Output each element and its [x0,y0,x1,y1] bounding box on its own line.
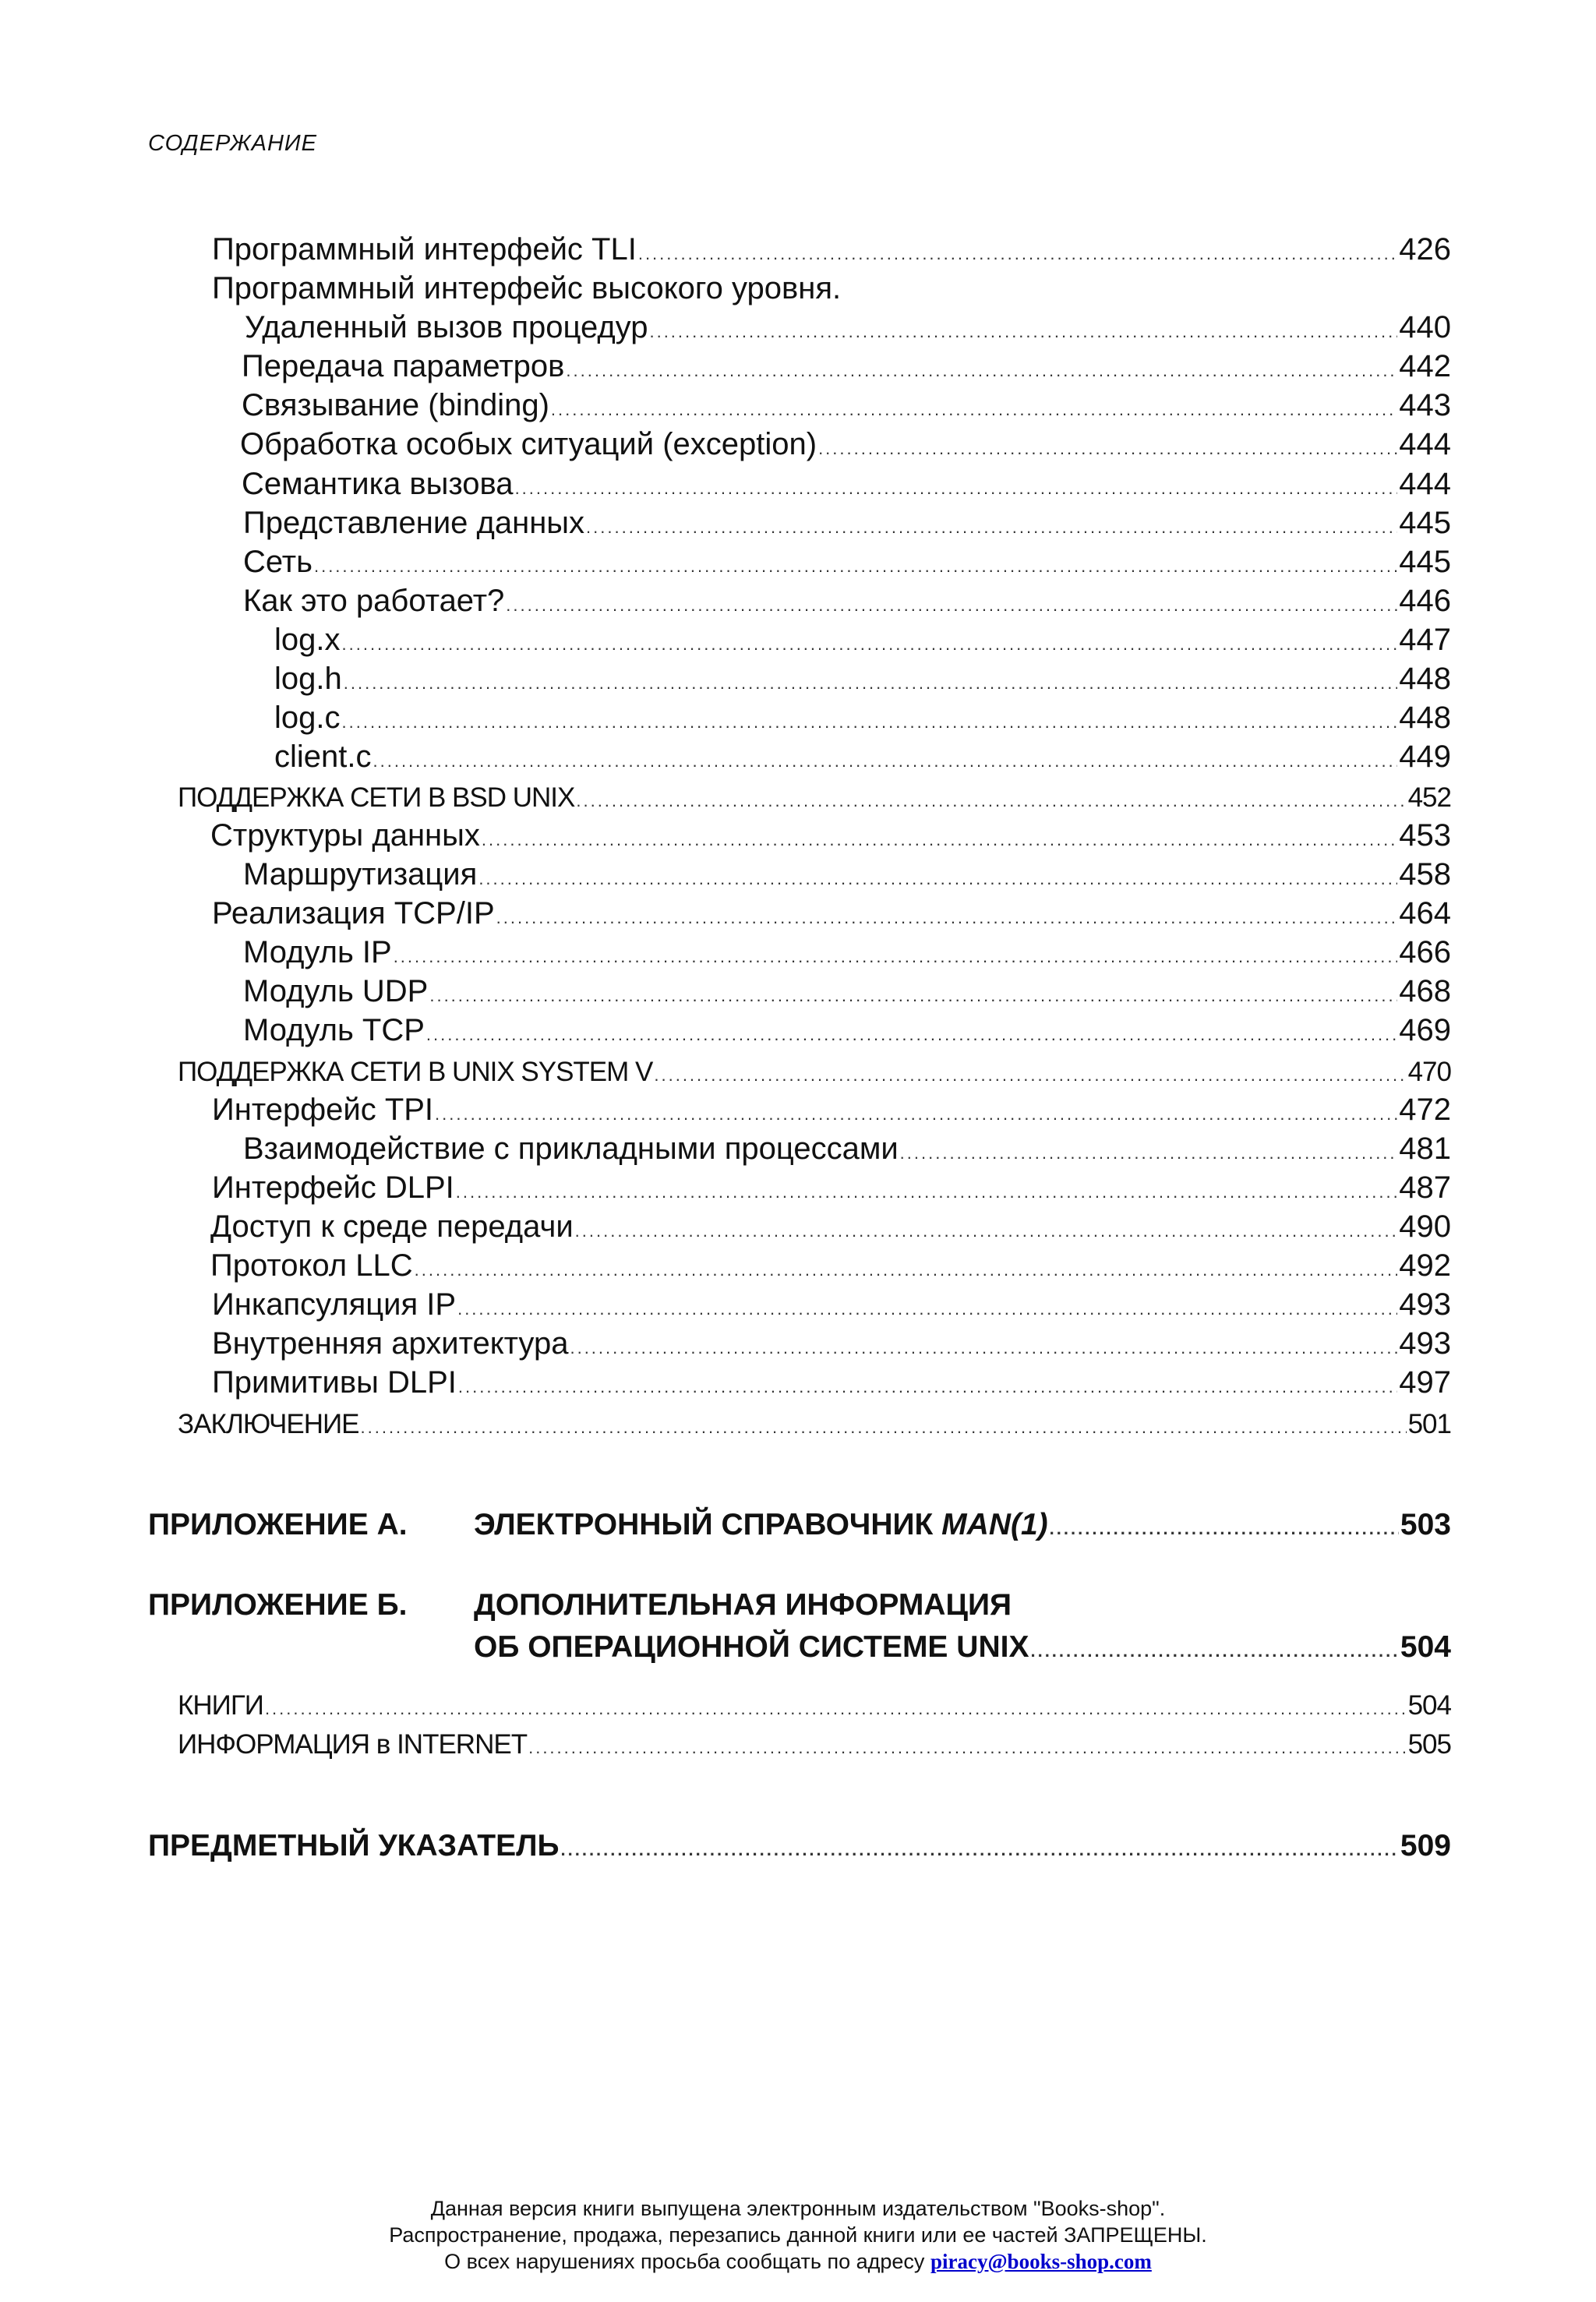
toc-section-page: 501 [1407,1409,1451,1439]
toc-entry [212,1094,1451,1125]
toc-entry-label: Маршрутизация [243,857,478,891]
toc-entry [242,351,1451,382]
toc-entry-label: log.c [274,701,341,735]
toc-entry-label: Сеть [243,545,312,579]
appendix-a-title: ЭЛЕКТРОННЫЙ СПРАВОЧНИК [474,1508,934,1541]
toc-entry [210,1211,1451,1242]
toc-entry-label: Как это работает? [243,584,505,618]
toc-entry-page: 445 [1399,506,1451,540]
index-page: 509 [1400,1829,1451,1862]
footer-line-1: Данная версия книги выпущена электронным издательством "Books-shop". [430,2197,1166,2220]
leader-dots [1050,1520,1399,1538]
toc-entry-page: 448 [1399,662,1451,696]
leader-dots [528,1739,1407,1757]
toc-entry-label: Семантика вызова [242,467,514,501]
leader-dots [482,831,1397,849]
appendix-b-key: ПРИЛОЖЕНИЕ Б. [148,1588,408,1622]
toc-entry-page: 492 [1399,1248,1451,1283]
toc-entry-label: Реализация TCP/IP [212,896,495,930]
toc-entry-page: 453 [1399,818,1451,853]
toc-entry-label: Доступ к среде передачи [210,1209,574,1244]
footer-line-3-text: О всех нарушениях просьба сообщать по адресу [444,2250,925,2273]
toc-section-page: 504 [1407,1690,1451,1721]
footer-line-3 [0,2249,1596,2274]
leader-dots [435,1106,1397,1123]
toc-section [178,1411,1451,1438]
leader-dots [638,245,1397,263]
toc-entry [243,859,1451,890]
toc-entry [245,312,1451,343]
leader-dots [515,480,1398,497]
toc-section [178,784,1451,811]
toc-entry-label: Удаленный вызов процедур [245,310,648,344]
toc-entry-page: 493 [1399,1326,1451,1361]
toc-entry-page: 469 [1399,1013,1451,1047]
leader-dots [818,440,1397,457]
toc-entry-label: client.c [274,740,372,774]
toc-entry-label: Связывание (binding) [242,388,549,422]
leader-dots [649,323,1397,341]
appendix-a-label [148,1509,1048,1540]
appendix-b-heading [148,1590,1012,1620]
toc-entry-page: 448 [1399,701,1451,735]
toc-entry [243,937,1451,968]
leader-dots [506,597,1397,614]
appendix-b-title-line2: ОБ ОПЕРАЦИОННОЙ СИСТЕМЕ UNIX [474,1630,1029,1664]
toc-entry [212,898,1451,929]
toc-entry [243,585,1451,616]
toc-entry [212,234,1451,265]
leader-dots [478,870,1397,888]
appendix-a-title-italic: MAN(1) [941,1508,1048,1541]
leader-dots [586,519,1397,536]
leader-dots [551,401,1397,418]
leader-dots [361,1419,1407,1436]
leader-dots [456,1184,1398,1201]
toc-section-page: 470 [1407,1057,1451,1087]
leader-dots [496,909,1398,927]
toc-entry-label: Обработка особых ситуаций (exception) [240,427,817,461]
toc-entry [243,976,1451,1007]
toc-entry-page: 440 [1399,310,1451,344]
toc-entry-page: 444 [1399,467,1451,501]
toc-section-label: ИНФОРМАЦИЯ в INTERNET [178,1729,528,1760]
toc-entry [243,507,1451,538]
toc-entry-page: 444 [1399,427,1451,461]
toc-section-label: ПОДДЕРЖКА СЕТИ В BSD UNIX [178,782,575,813]
toc-entry [274,624,1451,655]
toc-entry-page: 472 [1399,1093,1451,1127]
toc-entry-page: 458 [1399,857,1451,891]
toc-section [178,1731,1451,1758]
toc-entry-label: Интерфейс DLPI [212,1170,454,1205]
leader-dots [373,753,1398,770]
toc-entry-page: 443 [1399,388,1451,422]
toc-entry [212,1172,1451,1203]
toc-entry-label: Модуль TCP [243,1013,425,1047]
leader-dots [426,1026,1397,1043]
toc-entry [274,702,1451,733]
leader-dots [342,714,1398,731]
leader-dots [394,948,1398,966]
leader-dots [429,987,1397,1004]
toc-entry-page: 490 [1399,1209,1451,1244]
toc-entry-page: 481 [1399,1132,1451,1166]
toc-entry [212,1367,1451,1398]
toc-entry-page: 446 [1399,584,1451,618]
toc-section-label: ПОДДЕРЖКА СЕТИ В UNIX SYSTEM V [178,1057,653,1087]
toc-entry-label: Примитивы DLPI [212,1365,457,1400]
appendix-a-entry [148,1509,1451,1540]
leader-dots [457,1301,1397,1318]
leader-dots [1030,1643,1398,1660]
toc-section-label: ЗАКЛЮЧЕНИЕ [178,1409,359,1439]
toc-entry-page: 487 [1399,1170,1451,1205]
toc-entry [212,1289,1451,1320]
toc-entry [274,663,1451,694]
toc-entry [210,820,1451,851]
leader-dots [570,1340,1397,1357]
appendix-b-entry [474,1632,1451,1662]
leader-dots [314,558,1397,575]
toc-entry-page: 493 [1399,1287,1451,1322]
toc-entry-page: 468 [1399,974,1451,1008]
leader-dots [654,1067,1406,1084]
leader-dots [344,675,1398,692]
toc-section-page: 505 [1407,1729,1451,1760]
toc-entry-label: Структуры данных [210,818,480,853]
toc-entry-label: Представление данных [243,506,585,540]
running-head: СОДЕРЖАНИЕ [148,131,317,156]
leader-dots [576,793,1406,810]
toc-entry [242,390,1451,421]
leader-dots [561,1841,1399,1859]
toc-entry-page: 426 [1399,232,1451,267]
toc-entry [242,468,1451,500]
toc-entry-label: Модуль UDP [243,974,429,1008]
toc-entry-page: 442 [1399,349,1451,383]
footer-email-link[interactable]: piracy@books-shop.com [930,2250,1152,2273]
toc-entry [210,1250,1451,1281]
toc-entry [243,1015,1451,1046]
appendix-b-title-line1: ДОПОЛНИТЕЛЬНАЯ ИНФОРМАЦИЯ [474,1588,1012,1622]
toc-entry-page: 449 [1399,740,1451,774]
toc-entry-label: Модуль IP [243,935,392,969]
appendix-b-page: 504 [1400,1630,1451,1664]
toc-entry-label: log.x [274,623,341,657]
leader-dots [342,636,1398,653]
leader-dots [415,1262,1398,1279]
toc-entry-page: 466 [1399,935,1451,969]
index-label: ПРЕДМЕТНЫЙ УКАЗАТЕЛЬ [148,1829,560,1862]
toc-entry-page: 464 [1399,896,1451,930]
toc-section-page: 452 [1407,782,1451,813]
toc-entry-label: Передача параметров [242,349,565,383]
toc-entry [240,429,1451,460]
toc-section-label: КНИГИ [178,1690,263,1721]
appendix-a-key: ПРИЛОЖЕНИЕ А. [148,1508,408,1541]
leader-dots [900,1145,1398,1162]
leader-dots [458,1379,1397,1396]
toc-entry-page: 497 [1399,1365,1451,1400]
toc-entry-label: Интерфейс TPI [212,1093,434,1127]
toc-section [178,1058,1451,1086]
toc-entry-label: Внутренняя архитектура [212,1326,569,1361]
leader-dots [575,1223,1398,1240]
toc-entry-label: Взаимодействие с прикладными процессами [243,1132,899,1166]
toc-entry-page: 445 [1399,545,1451,579]
toc-entry [243,1133,1451,1164]
toc-entry-page: 447 [1399,623,1451,657]
leader-dots [265,1700,1407,1718]
toc-entry [243,546,1451,577]
toc-entry [212,1328,1451,1359]
index-entry [148,1831,1451,1861]
toc-entry-label: log.h [274,662,342,696]
toc-entry [274,741,1451,772]
toc-entry-label: Программный интерфейс TLI [212,232,637,267]
appendix-a-page: 503 [1400,1508,1451,1541]
toc-entry-label: Программный интерфейс высокого уровня. [212,271,842,305]
leader-dots [566,362,1397,380]
footer-line-2: Распространение, продажа, перезапись данной книги или ее частей ЗАПРЕЩЕНЫ. [389,2223,1207,2247]
toc-entry-label: Протокол LLC [210,1248,413,1283]
toc-section [178,1692,1451,1719]
toc-entry-label: Инкапсуляция IP [212,1287,457,1322]
